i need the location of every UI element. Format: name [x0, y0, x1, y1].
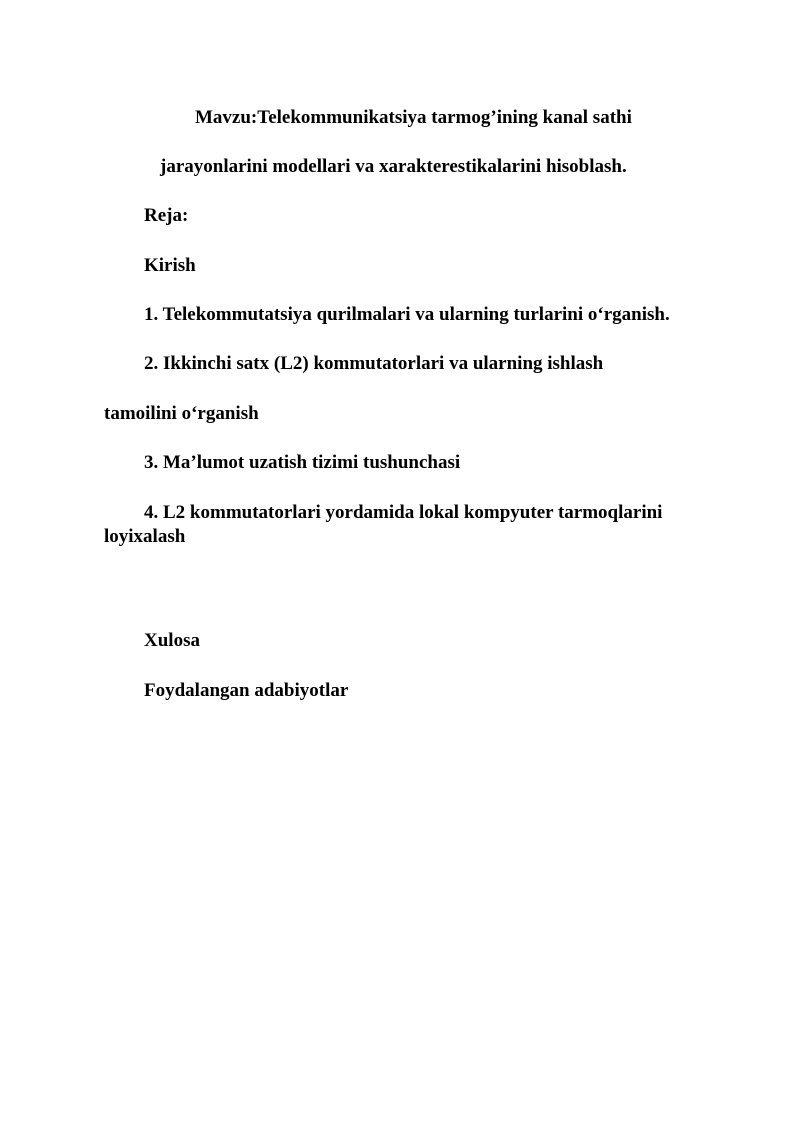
- plan-item-conclusion: Xulosa: [144, 630, 200, 651]
- plan-item-3: 3. Ma’lumot uzatish tizimi tushunchasi: [144, 452, 461, 473]
- plan-item-4-line-2: loyixalash: [104, 526, 186, 547]
- plan-item-references: Foydalangan adabiyotlar: [144, 680, 349, 701]
- plan-item-4-line-1: 4. L2 kommutatorlari yordamida lokal kompyuter tarmoqlarini: [144, 502, 663, 523]
- plan-item-introduction: Kirish: [144, 255, 196, 276]
- document-title-line-1: Mavzu:Telekommunikatsiya tarmog’ining kanal sathi: [195, 107, 632, 128]
- plan-heading: Reja:: [144, 205, 189, 226]
- plan-item-1: 1. Telekommutatsiya qurilmalari va ularning turlarini o‘rganish.: [144, 304, 670, 325]
- plan-item-2-line-2: tamoilini o‘rganish: [104, 403, 259, 424]
- document-title-line-2: jarayonlarini modellari va xarakterestikalarini hisoblash.: [160, 156, 627, 177]
- plan-item-2-line-1: 2. Ikkinchi satx (L2) kommutatorlari va ularning ishlash: [144, 353, 604, 374]
